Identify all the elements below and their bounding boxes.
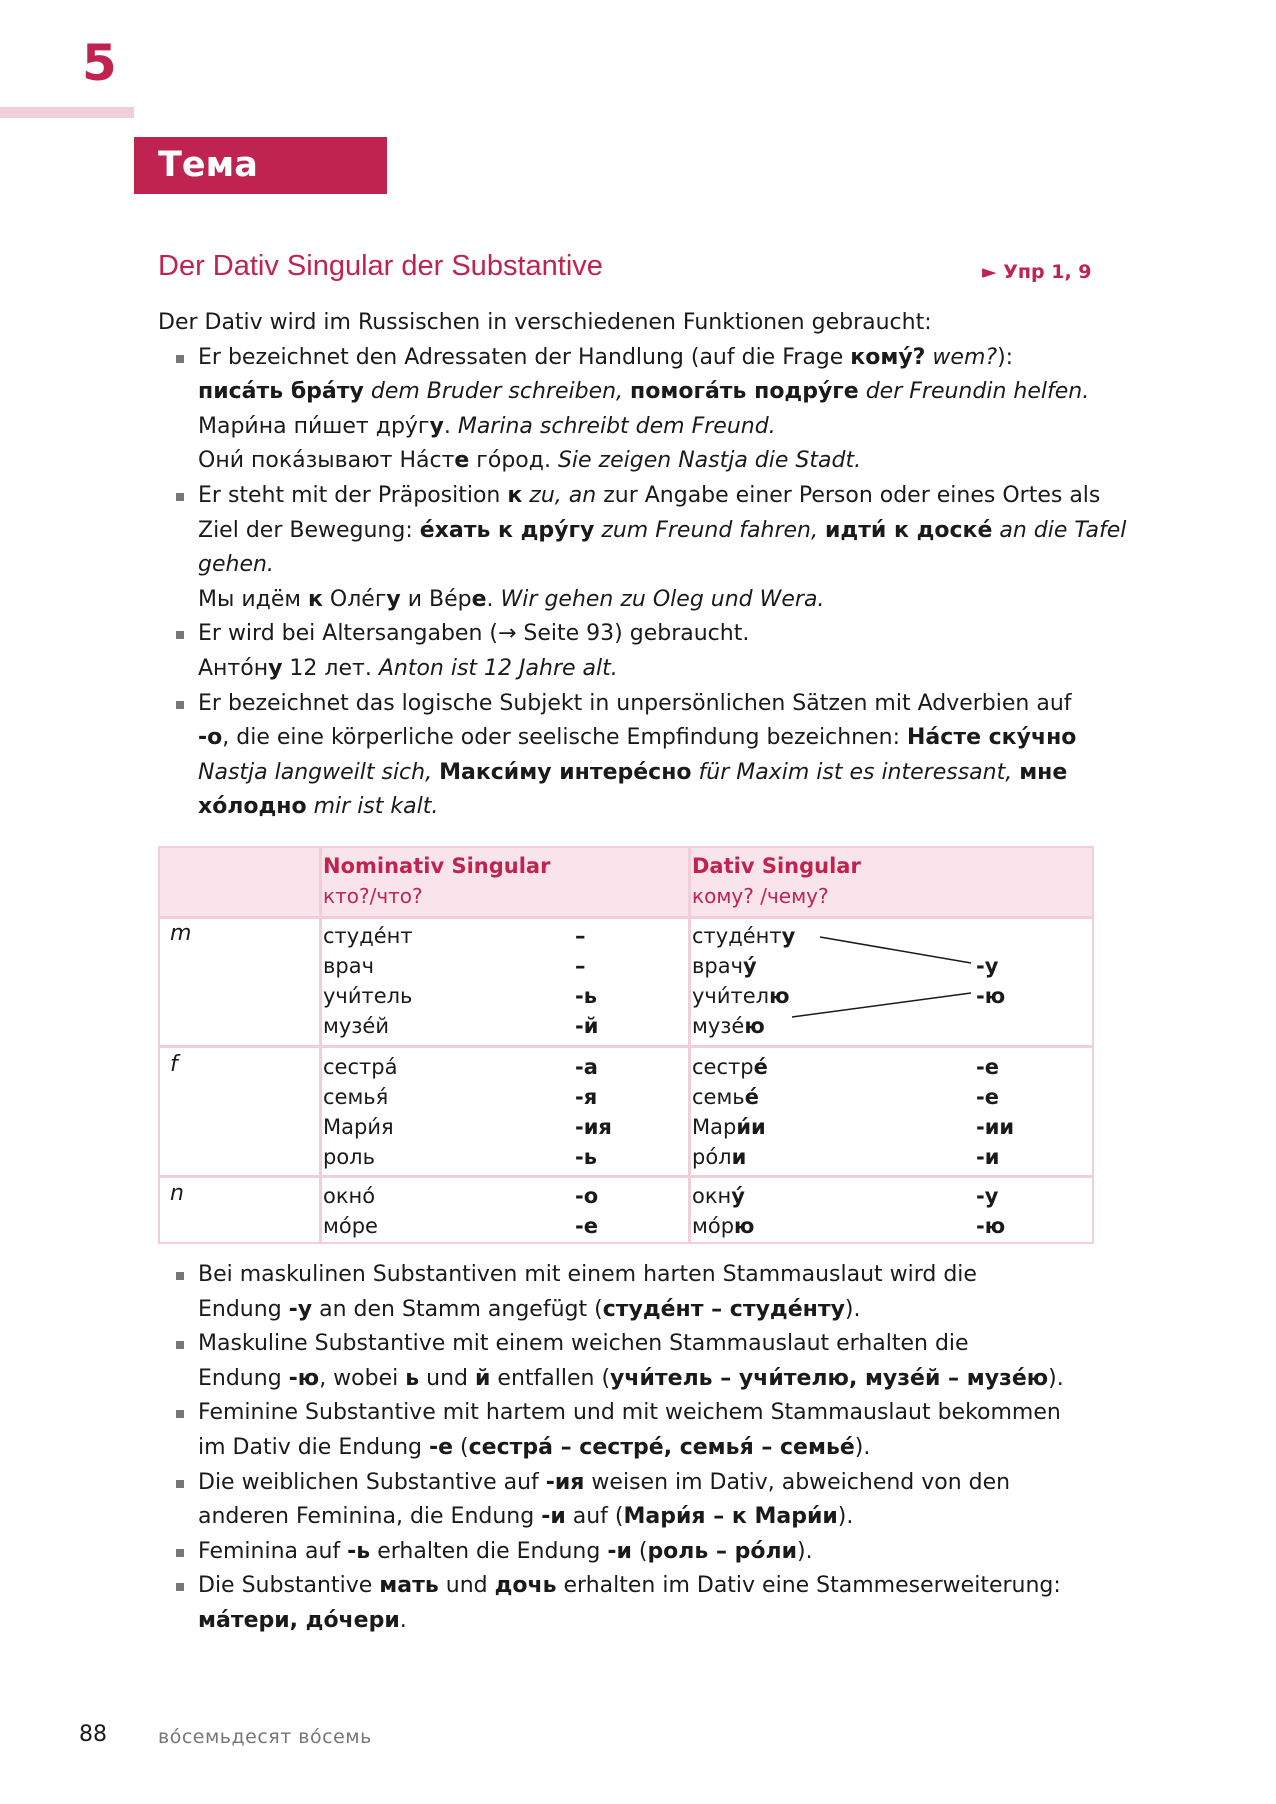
rule-line: Endung -ю, wobei ь und й entfallen (учи́тель – учи́телю, музе́й – музе́ю). xyxy=(198,1365,1064,1391)
nominative-endings: -а -я -ия -ь xyxy=(575,1055,612,1169)
rule-hard-masculine: Bei maskulinen Substantiven mit einem harten Stammauslaut wird die xyxy=(158,1258,1108,1293)
rules-block xyxy=(158,1258,1108,1639)
dative-words: окну́ мо́рю xyxy=(692,1184,755,1238)
chapter-number: 5 xyxy=(82,34,117,92)
rule-line: Endung -у an den Stamm angefügt (студе́нт – студе́нту). xyxy=(198,1296,861,1322)
nominative-endings: -о -е xyxy=(575,1184,599,1238)
nominative-words: сестра́ семья́ Мари́я роль xyxy=(323,1055,398,1169)
example-line: Мы идём к Оле́гу и Ве́ре. Wir gehen zu Oleg und Wera. xyxy=(198,586,825,612)
dative-question: кому? /чему? xyxy=(692,884,829,908)
example-line: Анто́ну 12 лет. Anton ist 12 Jahre alt. xyxy=(198,655,618,681)
rule-feminine-soft-sign: Feminina auf -ь erhalten die Endung -и (роль – ро́ли). xyxy=(158,1535,1108,1570)
dative-endings: -е -е -ии -и xyxy=(976,1055,1015,1169)
rule-feminine-iya: Die weiblichen Substantive auf -ия weisen im Dativ, abweichend von den xyxy=(158,1466,1108,1501)
rule-feminine: Feminine Substantive mit hartem und mit weichem Stammauslaut bekommen xyxy=(158,1396,1108,1431)
ending-connector-lines xyxy=(160,919,1092,1045)
table-row-feminine xyxy=(160,1048,1092,1175)
example-line: Мари́на пи́шет дру́гу. Marina schreibt dem Freund. xyxy=(198,413,776,439)
table-row-masculine xyxy=(160,919,1092,1045)
nominative-words: окно́ мо́ре xyxy=(323,1184,378,1238)
example-line: gehen. xyxy=(198,552,274,578)
rule-line: ма́тери, до́чери. xyxy=(198,1607,407,1633)
dative-endings: -у -ю xyxy=(976,954,1006,1008)
example-line: хо́лодно mir ist kalt. xyxy=(198,794,439,820)
section-title: Der Dativ Singular der Substantive xyxy=(158,250,603,282)
nominative-endings: – – -ь -й xyxy=(575,924,599,1038)
dative-words: сестре́ семье́ Мари́и ро́ли xyxy=(692,1055,768,1169)
rule-soft-masculine: Maskuline Substantive mit einem weichen Stammauslaut erhalten die xyxy=(158,1327,1108,1362)
example-line: -о, die eine körperliche oder seelische Empfindung bezeichnen: На́сте ску́чно xyxy=(198,725,1077,751)
intro-block xyxy=(158,306,1127,825)
exercise-reference: ► Упр 1, 9 xyxy=(982,261,1092,283)
intro-lead: Der Dativ wird im Russischen in verschiedenen Funktionen gebraucht: xyxy=(158,310,932,335)
topic-label: Тема урока xyxy=(134,137,387,194)
gender-label: f xyxy=(170,1052,178,1077)
page-number-words: во́семьдесят во́семь xyxy=(158,1726,372,1748)
bullet-logical-subject: Er bezeichnet das logische Subjekt in unpersönlichen Sätzen mit Adverbien auf xyxy=(158,687,1108,722)
declension-table xyxy=(158,846,1094,1244)
example-line: Nastja langweilt sich, Макси́му интере́сно für Maxim ist es interessant, мне xyxy=(198,759,1068,785)
table-header-row xyxy=(160,848,1092,916)
bullet-preposition: Er steht mit der Präposition к zu, an zur Angabe einer Person oder eines Ortes als xyxy=(158,479,1108,514)
rule-stem-extension: Die Substantive мать und дочь erhalten im Dativ eine Stammeserweiterung: xyxy=(158,1569,1108,1604)
dative-words: студе́нту врачу́ учи́телю музе́ю xyxy=(692,924,796,1038)
dative-header: Dativ Singular xyxy=(692,854,861,878)
bullet-age: Er wird bei Altersangaben (→ Seite 93) gebraucht. xyxy=(158,617,1108,652)
rule-line: im Dativ die Endung -е (сестра́ – сестре́, семья́ – семье́). xyxy=(198,1434,871,1460)
bullet-addressee: Er bezeichnet den Adressaten der Handlung (auf die Frage кому́? wem?): xyxy=(158,341,1108,376)
example-line: Они́ пока́зывают На́сте го́род. Sie zeigen Nastja die Stadt. xyxy=(198,448,862,474)
page-number: 88 xyxy=(79,1722,107,1747)
example-line: писа́ть бра́ту dem Bruder schreiben, помога́ть подру́ге der Freundin helfen. xyxy=(198,379,1090,405)
nominative-header: Nominativ Singular xyxy=(323,854,551,878)
nominative-question: кто?/что? xyxy=(323,884,423,908)
table-row-neuter xyxy=(160,1178,1092,1242)
gender-label: n xyxy=(170,1181,184,1206)
dative-endings: -у -ю xyxy=(976,1184,1006,1238)
example-line: Ziel der Bewegung: е́хать к дру́гу zum Freund fahren, идти́ к доске́ an die Tafel xyxy=(198,517,1127,543)
rule-line: anderen Feminina, die Endung -и auf (Мари́я – к Мари́и). xyxy=(198,1504,854,1530)
chapter-bar xyxy=(0,107,134,118)
gender-label: m xyxy=(170,921,192,946)
nominative-words: студе́нт врач учи́тель музе́й xyxy=(323,924,413,1038)
